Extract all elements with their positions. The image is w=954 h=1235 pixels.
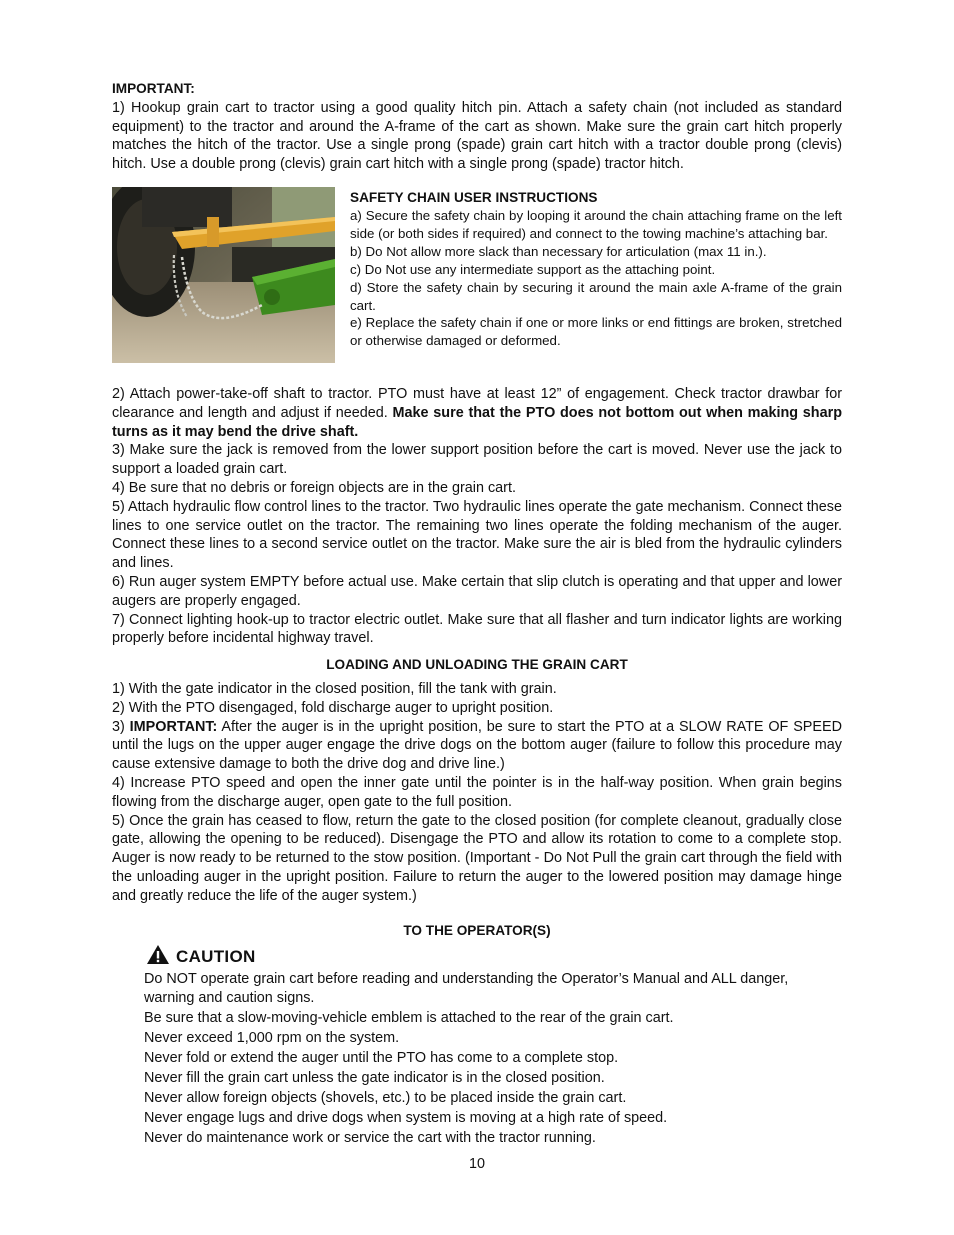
- operator-item: Do NOT operate grain cart before reading and understanding the Operator’s Manual and ALL danger, warning and caution signs.: [144, 971, 789, 1007]
- page-number: 10: [468, 1156, 485, 1172]
- loading-step-2: 2) With the PTO disengaged, fold discharge auger to upright position.: [112, 699, 554, 716]
- page-body: [112, 80, 842, 1149]
- operator-item: Never engage lugs and drive dogs when system is moving at a high rate of speed.: [144, 1110, 668, 1126]
- step-4: 4) Be sure that no debris or foreign objects are in the grain cart.: [112, 479, 516, 496]
- safety-chain-heading: SAFETY CHAIN USER INSTRUCTIONS: [350, 189, 598, 205]
- step-3: 3) Make sure the jack is removed from the lower support position before the cart is moved. Never use the jack to support a loaded grain cart.: [112, 442, 842, 478]
- operator-item: Never exceed 1,000 rpm on the system.: [144, 1030, 400, 1047]
- safety-chain-item: d) Store the safety chain by securing it around the main axle A-frame of the grain cart.: [350, 279, 842, 313]
- safety-chain-item: c) Do Not use any intermediate support as the attaching point.: [350, 261, 716, 277]
- safety-chain-instructions: [350, 188, 842, 365]
- safety-chain-section: [112, 187, 842, 365]
- step-2-text: 2) Attach power-take-off shaft to tractor. PTO must have at least 12” of engagement. Check tractor drawbar for clearance and length and adjust if needed.: [112, 385, 842, 421]
- step-1: 1) Hookup grain cart to tractor using a good quality hitch pin. Attach a safety chain (not included as standard equipment) to the tractor and around the A-frame of the cart as shown. Make sure the grain cart hitch properly matches the hitch of the tractor. Use a single prong (spade) grain cart hitch with a tractor double prong (clevis) hitch. Use a double prong (clevis) grain cart hitch with a single prong (spade) tractor hitch.: [112, 99, 842, 173]
- operator-item: Be sure that a slow-moving-vehicle emblem is attached to the rear of the grain cart.: [144, 1010, 674, 1027]
- operator-item: Never allow foreign objects (shovels, etc.) to be placed inside the grain cart.: [144, 1090, 627, 1107]
- loading-heading: LOADING AND UNLOADING THE GRAIN CART: [326, 657, 628, 673]
- operator-section: [144, 944, 842, 1147]
- hitch-safety-chain-photo: [112, 187, 335, 363]
- loading-step-3-number: 3): [112, 718, 130, 735]
- safety-chain-item: b) Do Not allow more slack than necessary for articulation (max 11 in.).: [350, 243, 767, 259]
- loading-step-3: [112, 718, 842, 774]
- step-7: 7) Connect lighting hook-up to tractor electric outlet. Make sure that all flasher and turn indicator lights are working properly before incidental highway travel.: [112, 611, 842, 647]
- loading-step-1: 1) With the gate indicator in the closed position, fill the tank with grain.: [112, 680, 557, 697]
- step-2-warning: Make sure that the PTO does not bottom out when making sharp turns as it may bend the drive shaft.: [112, 404, 842, 440]
- loading-step-5: 5) Once the grain has ceased to flow, return the gate to the closed position (for complete cleanout, gradually close gate, allowing the opening to be reduced). Disengage the PTO and allow its rotation to come to a complete stop. Auger is now ready to be returned to the stow position. (Important - Do Not Pull the grain cart through the field with the unloading auger in the upright position. Failure to return the auger to the lowered position may damage hinge and greatly reduce the life of the auger system.): [112, 812, 842, 904]
- loading-step-3-text: After the auger is in the upright position, be sure to start the PTO at a SLOW RATE OF SPEED until the lugs on the upper auger engage the drive dogs on the bottom auger (failure to follow this procedure may cause extensive damage to both the drive dog and drive line.): [112, 718, 842, 773]
- operator-heading: TO THE OPERATOR(S): [403, 922, 551, 938]
- step-6: 6) Run auger system EMPTY before actual use. Make certain that slip clutch is operating and that upper and lower augers are properly engaged.: [112, 573, 842, 609]
- operator-item: Never do maintenance work or service the cart with the tractor running.: [144, 1129, 596, 1146]
- step-5: 5) Attach hydraulic flow control lines to the tractor. Two hydraulic lines operate the gate mechanism. Connect these lines to one service outlet on the tractor. The remaining two lines operate the folding mechanism of the auger. Connect these lines to a second service outlet on the tractor. Make sure the air is bled from the hydraulic cylinders and lines.: [112, 498, 842, 572]
- caution-word: CAUTION: [176, 946, 256, 966]
- loading-step-4: 4) Increase PTO speed and open the inner gate until the pointer is in the half-way position. When grain begins flowing from the discharge auger, open gate to the full position.: [112, 774, 842, 810]
- loading-step-3-important: IMPORTANT:: [129, 718, 218, 735]
- caution-label: [146, 944, 842, 970]
- safety-chain-item: e) Replace the safety chain if one or more links or end fittings are broken, stretched or otherwise damaged or deformed.: [350, 315, 842, 349]
- warning-triangle-icon: [146, 944, 170, 971]
- operator-item: Never fold or extend the auger until the PTO has come to a complete stop.: [144, 1050, 619, 1067]
- safety-chain-item: a) Secure the safety chain by looping it around the chain attaching frame on the left side (or both sides if required) and connect to the towing machine’s attaching bar.: [350, 207, 842, 241]
- important-heading: IMPORTANT:: [112, 81, 195, 96]
- operator-item: Never fill the grain cart unless the gate indicator is in the closed position.: [144, 1070, 605, 1087]
- step-2: [112, 385, 842, 441]
